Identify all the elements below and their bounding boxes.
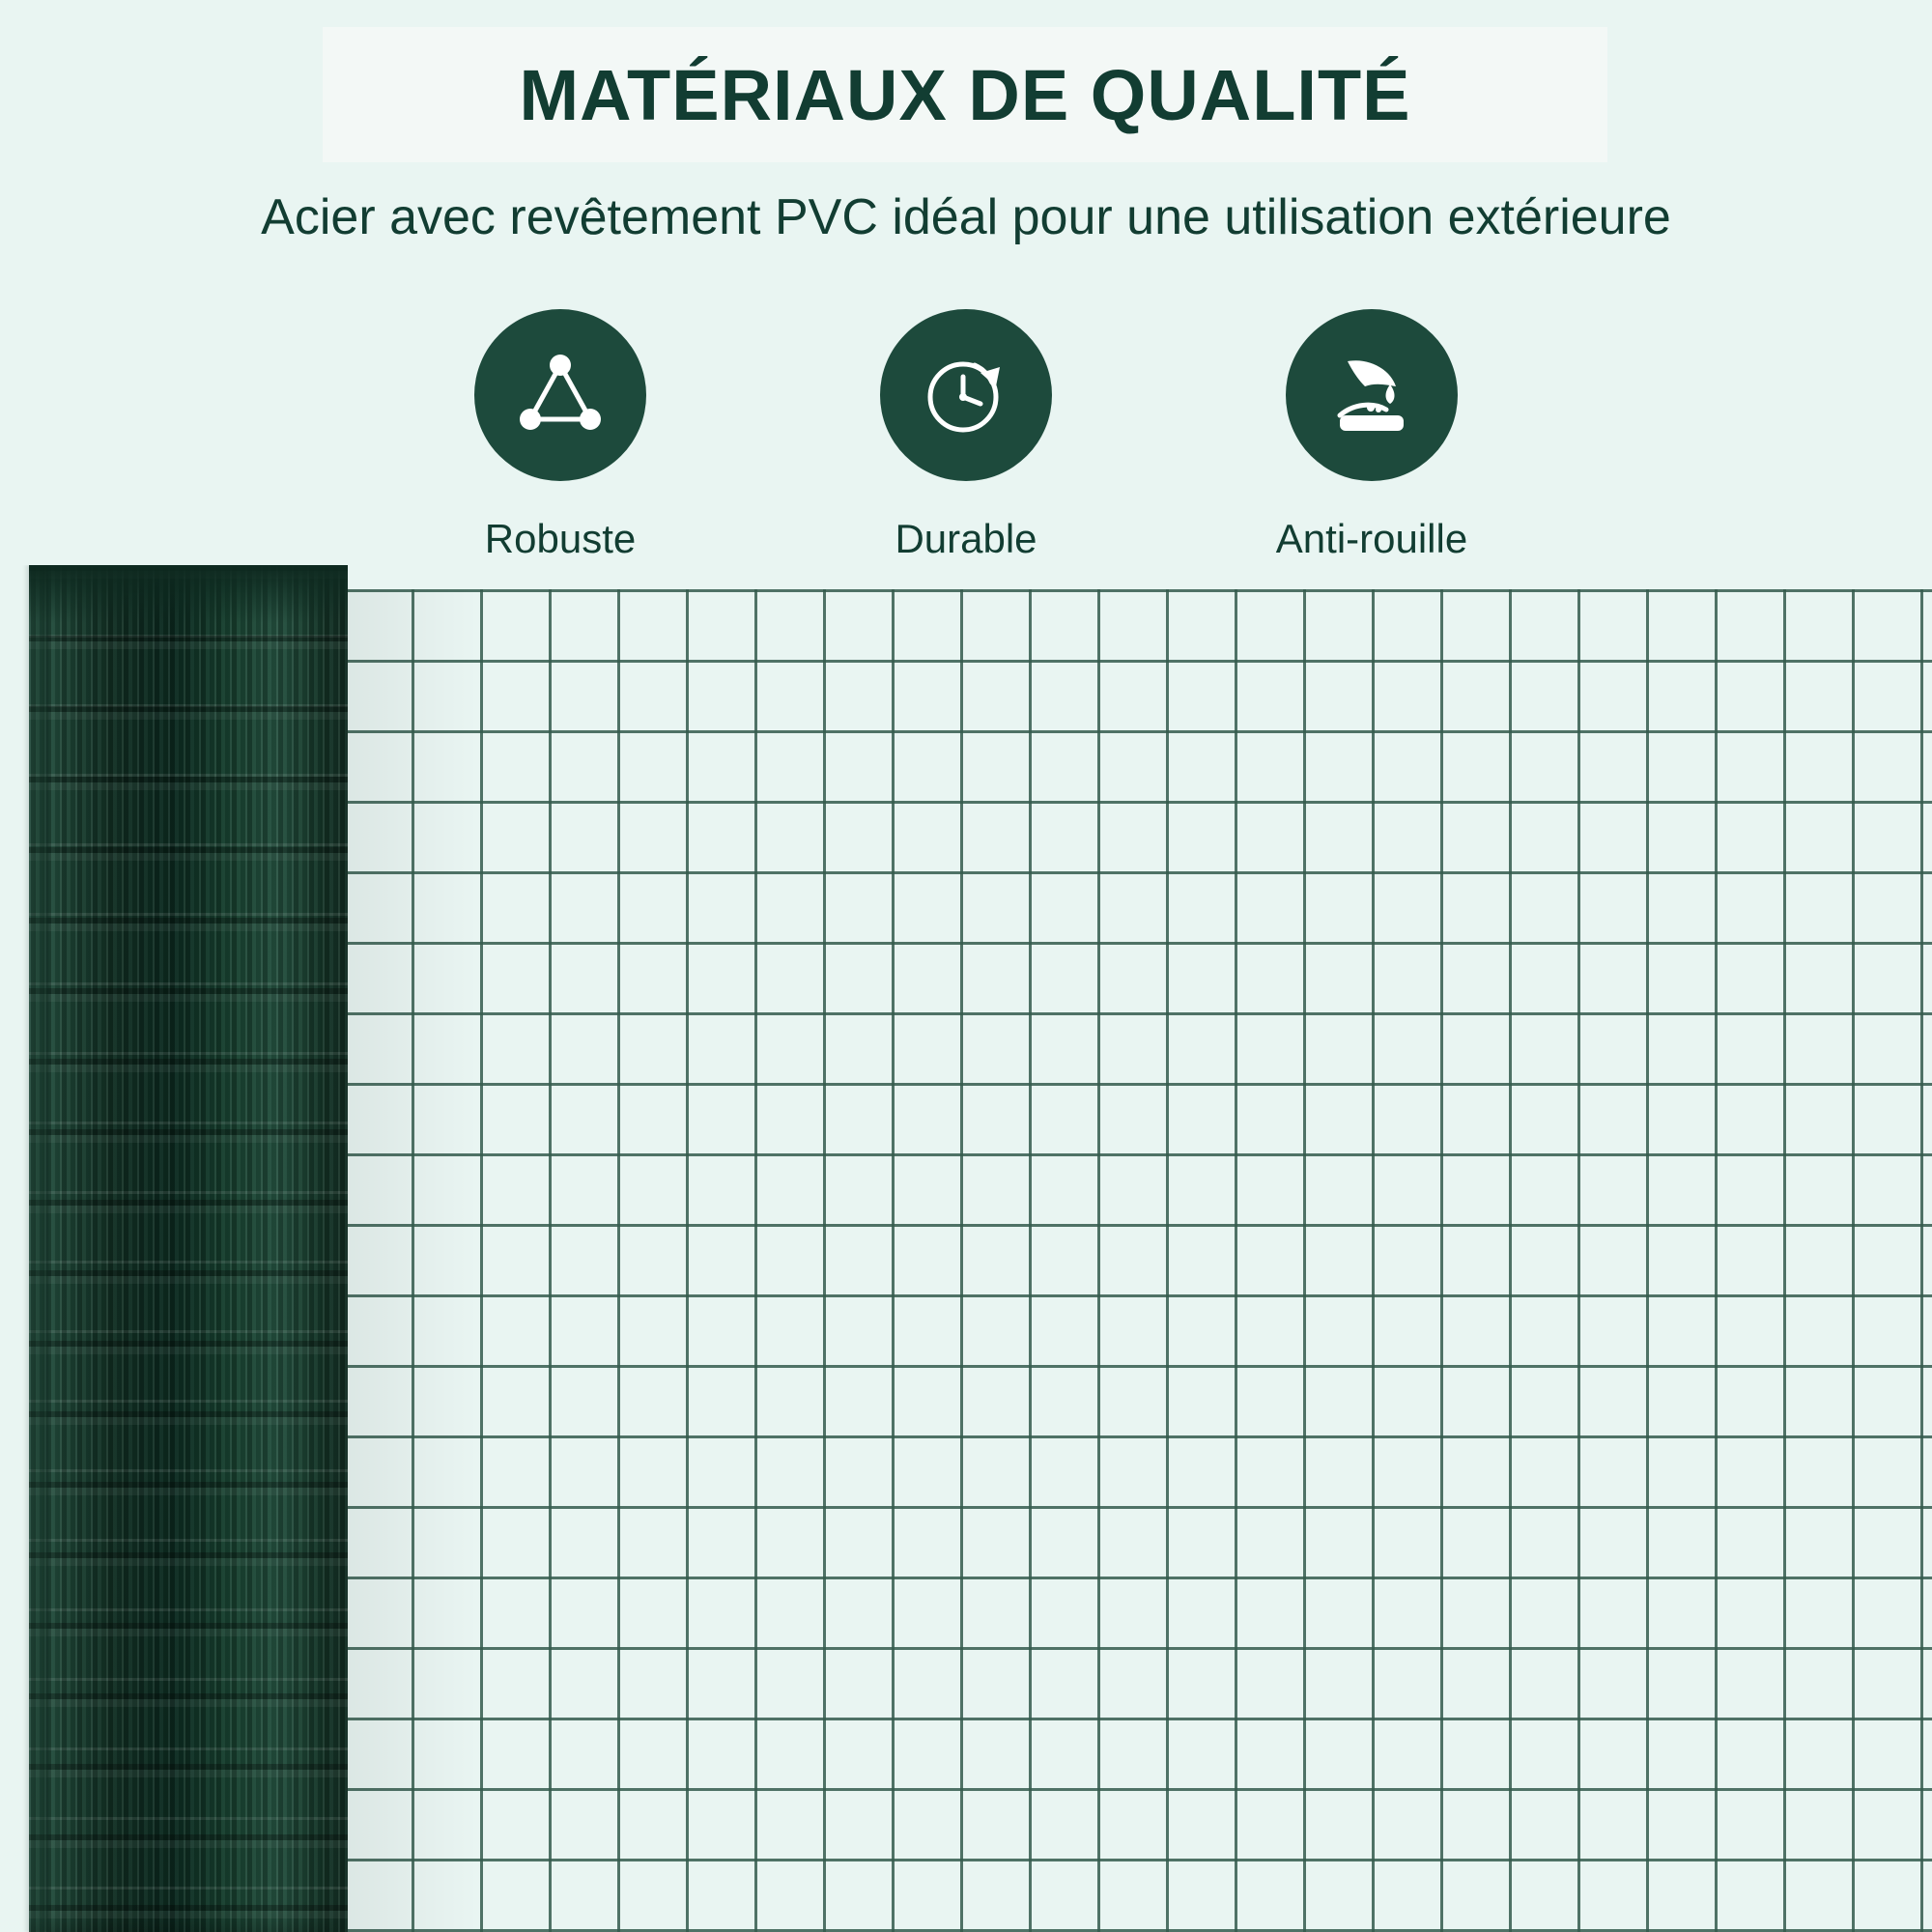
- feature-item-anti-rouille: [1227, 309, 1517, 562]
- wire-mesh-panel: [343, 589, 1932, 1932]
- feature-item-durable: [821, 309, 1111, 562]
- fence-roll: [29, 565, 348, 1932]
- water-drop-repellent-icon: [1286, 309, 1458, 481]
- feature-label: Anti-rouille: [1275, 516, 1468, 561]
- page-subtitle: Acier avec revêtement PVC idéal pour une utilisation extérieure: [261, 189, 1671, 245]
- title-band: [323, 27, 1607, 162]
- feature-list: [0, 309, 1932, 562]
- roll-coil-rings: [29, 565, 348, 1932]
- feature-label: Robuste: [484, 516, 637, 561]
- product-image: [0, 565, 1932, 1932]
- roll-top-shadow: [29, 565, 348, 623]
- clock-arrow-icon: [880, 309, 1052, 481]
- page-title: MATÉRIAUX DE QUALITÉ: [519, 54, 1411, 135]
- feature-label: Durable: [895, 516, 1037, 561]
- feature-item-robuste: [415, 309, 705, 562]
- roll-left-edge: [23, 565, 48, 1932]
- triangle-nodes-icon: [474, 309, 646, 481]
